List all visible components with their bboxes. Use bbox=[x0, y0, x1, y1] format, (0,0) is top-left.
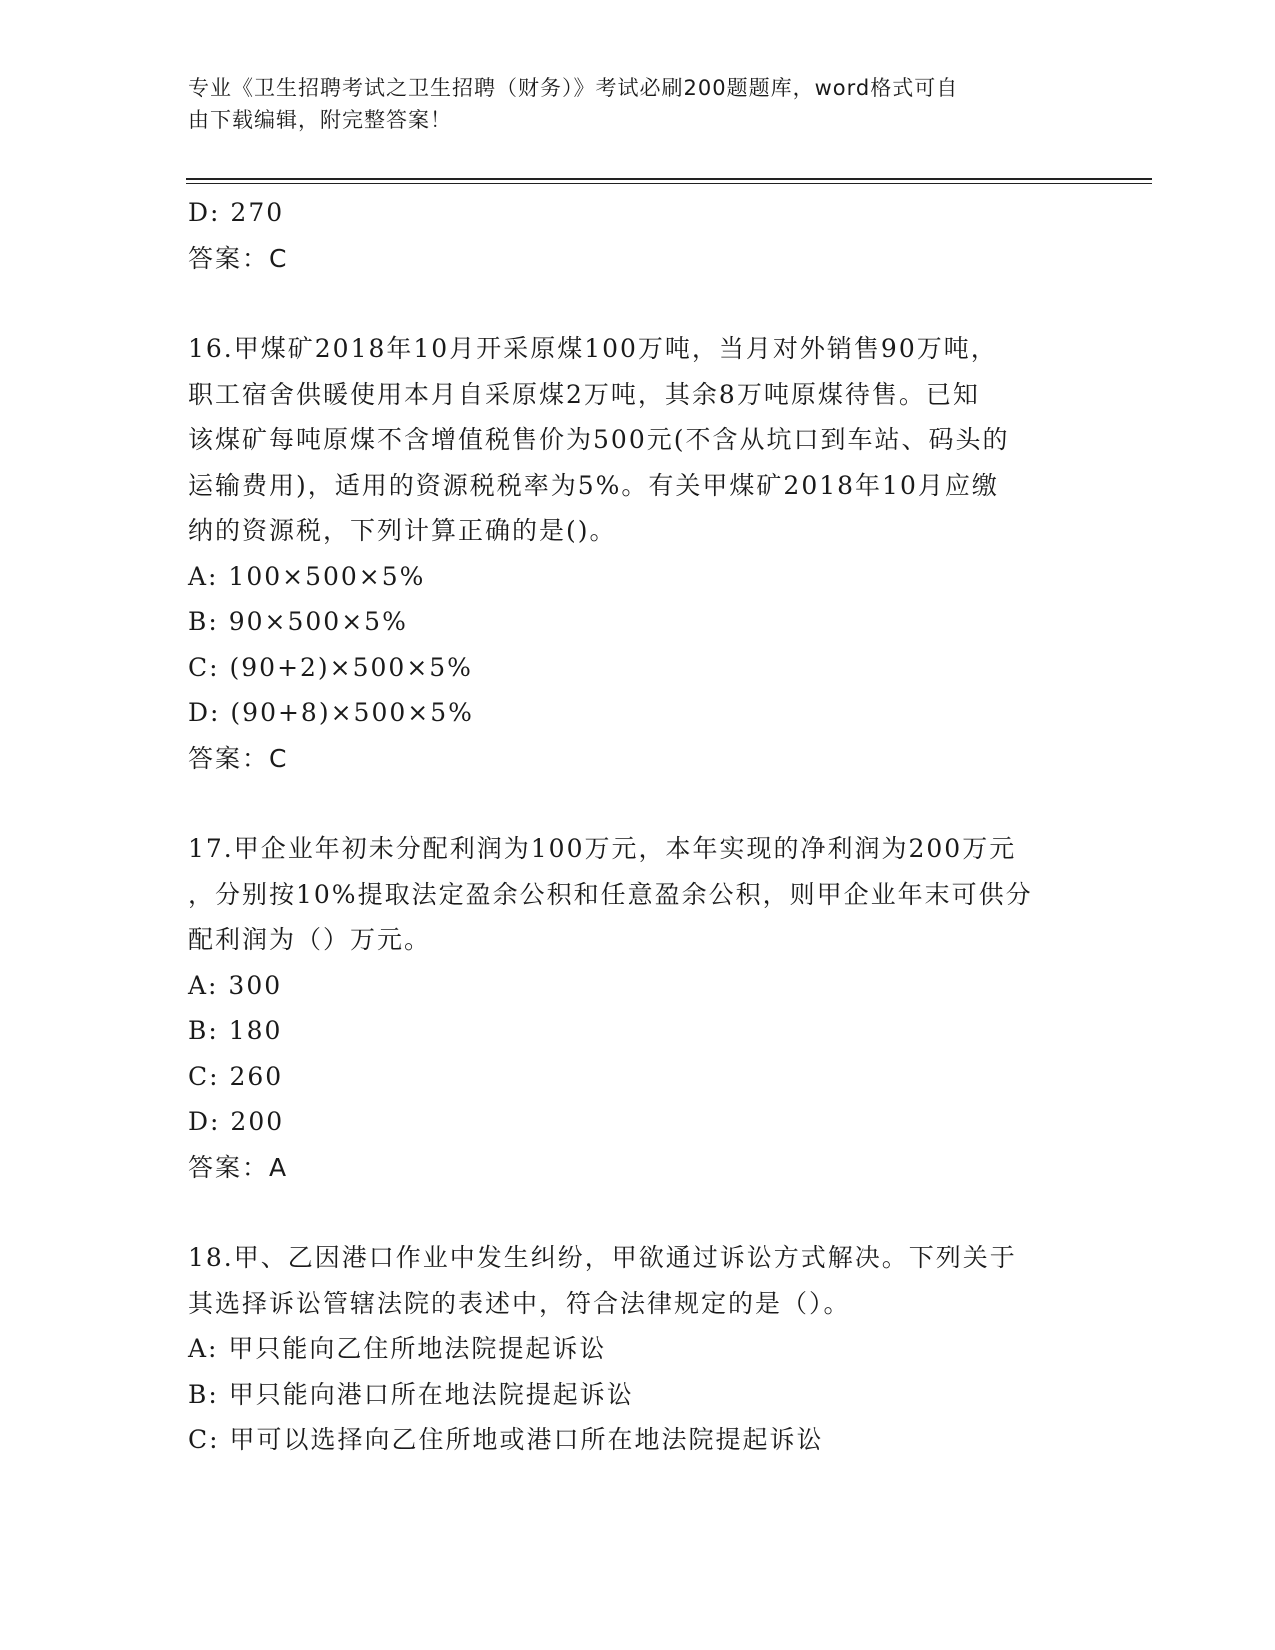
spacer bbox=[188, 281, 1088, 326]
question-16-stem-line-2: 职工宿舍供暖使用本月自采原煤2万吨，其余8万吨原煤待售。已知 bbox=[188, 379, 980, 409]
question-16 bbox=[188, 326, 1088, 781]
prev-answer: 答案：C bbox=[188, 243, 289, 273]
question-16-option-d: D: (90+8)×500×5% bbox=[188, 698, 474, 727]
spacer bbox=[188, 781, 1088, 826]
page-header bbox=[188, 72, 1068, 136]
spacer bbox=[188, 1190, 1088, 1235]
question-17-option-b: B: 180 bbox=[188, 1016, 283, 1045]
question-16-option-a: A: 100×500×5% bbox=[188, 561, 426, 591]
question-18 bbox=[188, 1235, 1088, 1463]
question-16-option-b: B: 90×500×5% bbox=[188, 607, 408, 636]
prev-question-tail bbox=[188, 190, 1088, 281]
header-title-line-1: 专业《卫生招聘考试之卫生招聘（财务）》考试必刷200题题库，word格式可自 bbox=[188, 76, 959, 100]
header-title-line-2: 由下载编辑，附完整答案！ bbox=[188, 108, 452, 132]
header-rule-thin bbox=[186, 183, 1152, 184]
question-18-option-b: B: 甲只能向港口所在地法院提起诉讼 bbox=[188, 1379, 634, 1409]
prev-option-d: D: 270 bbox=[188, 198, 285, 227]
question-16-stem-line-3: 该煤矿每吨原煤不含增值税售价为500元(不含从坑口到车站、码头的 bbox=[188, 425, 1010, 454]
question-17-stem-line-3: 配利润为（）万元。 bbox=[188, 925, 432, 954]
question-16-answer: 答案：C bbox=[188, 743, 289, 773]
question-17-stem-line-1: 17.甲企业年初未分配利润为100万元，本年实现的净利润为200万元 bbox=[188, 834, 1017, 863]
question-16-stem-line-5: 纳的资源税，下列计算正确的是()。 bbox=[188, 516, 617, 545]
question-17-option-d: D: 200 bbox=[188, 1107, 285, 1136]
question-18-option-a: A: 甲只能向乙住所地法院提起诉讼 bbox=[188, 1334, 607, 1363]
header-rule-thick bbox=[186, 178, 1152, 180]
question-16-stem-line-4: 运输费用)，适用的资源税税率为5%。有关甲煤矿2018年10月应缴 bbox=[188, 470, 999, 500]
question-content bbox=[188, 190, 1088, 1463]
question-17 bbox=[188, 826, 1088, 1190]
question-18-option-c: C: 甲可以选择向乙住所地或港口所在地法院提起诉讼 bbox=[188, 1425, 824, 1454]
question-18-stem-line-2: 其选择诉讼管辖法院的表述中，符合法律规定的是（）。 bbox=[188, 1288, 851, 1318]
question-17-option-a: A: 300 bbox=[188, 970, 283, 1000]
question-16-option-c: C: (90+2)×500×5% bbox=[188, 652, 473, 682]
question-16-stem-line-1: 16.甲煤矿2018年10月开采原煤100万吨，当月对外销售90万吨， bbox=[188, 334, 998, 363]
question-17-answer: 答案：A bbox=[188, 1152, 289, 1182]
question-17-stem-line-2: ，分别按10%提取法定盈余公积和任意盈余公积，则甲企业年末可供分 bbox=[188, 879, 1033, 909]
question-17-option-c: C: 260 bbox=[188, 1061, 284, 1091]
question-18-stem-line-1: 18.甲、乙因港口作业中发生纠纷，甲欲通过诉讼方式解决。下列关于 bbox=[188, 1243, 1017, 1272]
